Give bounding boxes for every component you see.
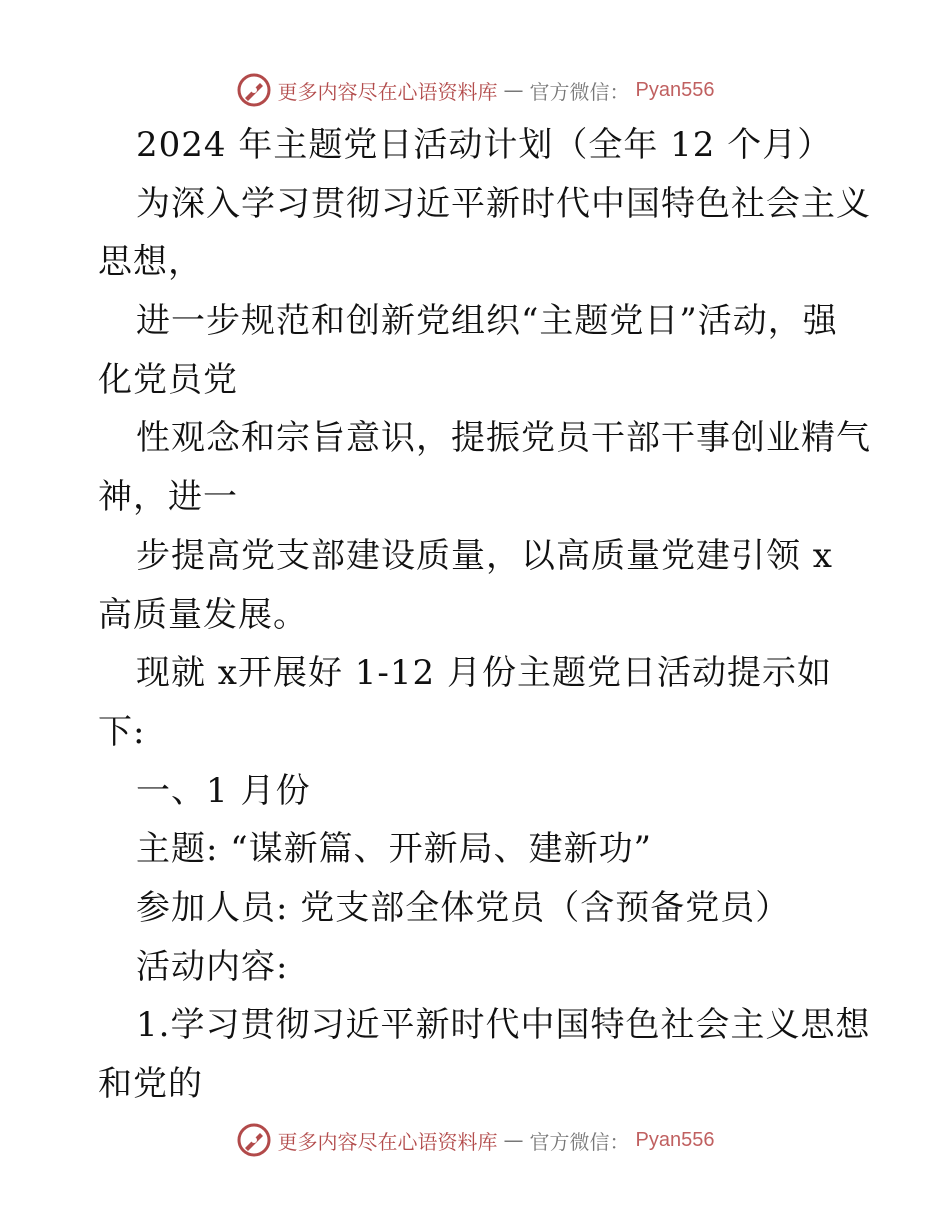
paragraph-line: 化党员党 — [98, 359, 238, 400]
pen-logo-icon — [236, 72, 272, 108]
watermark-dash: — — [503, 78, 524, 102]
paragraph-line: 步提高党支部建设质量，以高质量党建引领 x — [136, 535, 833, 576]
theme-line: 主题: “谋新篇、开新局、建新功” — [136, 829, 653, 870]
paragraph-line: 进一步规范和创新党组织“主题党日”活动，强 — [136, 301, 838, 342]
paragraph-line: 为深入学习贯彻习近平新时代中国特色社会主义 — [136, 183, 871, 224]
watermark-site: 更多内容尽在心语资料库 — [277, 79, 498, 104]
paragraph-line: 神，进一 — [98, 477, 238, 518]
participants-line: 参加人员: 党支部全体党员（含预备党员） — [136, 887, 791, 928]
section-heading: 一、1 月份 — [136, 770, 311, 811]
watermark-site: 更多内容尽在心语资料库 — [277, 1129, 498, 1154]
pen-logo-icon — [236, 1122, 272, 1158]
paragraph-line: 下: — [98, 711, 146, 752]
list-item-line: 1.学习贯彻习近平新时代中国特色社会主义思想 — [136, 1005, 871, 1046]
document-title: 2024 年主题党日活动计划（全年 12 个月） — [136, 125, 833, 165]
watermark-wechat: Pyan556 — [635, 1128, 715, 1151]
paragraph-line: 性观念和宗旨意识，提振党员干部干事创业精气 — [136, 418, 871, 459]
paragraph-line: 思想， — [98, 242, 203, 283]
watermark-dash: — — [503, 1128, 524, 1152]
document-body — [98, 116, 871, 1114]
list-item-line: 和党的 — [98, 1064, 203, 1104]
watermark-label: 官方微信： — [529, 1129, 630, 1154]
watermark-wechat: Pyan556 — [635, 78, 715, 101]
paragraph-line: 高质量发展。 — [98, 594, 308, 635]
header-watermark — [0, 72, 950, 108]
activity-content-label: 活动内容: — [136, 946, 289, 987]
footer-watermark — [0, 1122, 950, 1158]
paragraph-line: 现就 x开展好 1-12 月份主题党日活动提示如 — [136, 653, 832, 694]
watermark-label: 官方微信： — [529, 79, 630, 104]
